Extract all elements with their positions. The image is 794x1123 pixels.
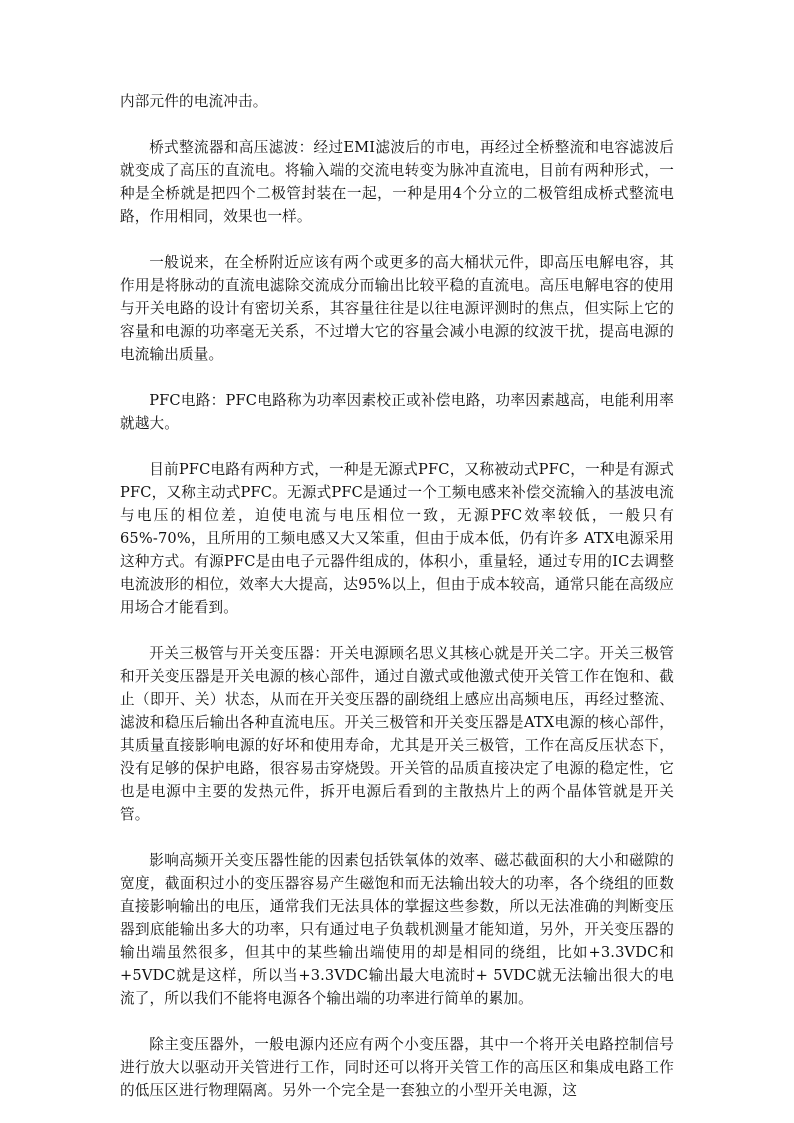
paragraph-pfc-types: 目前PFC电路有两种方式，一种是无源式PFC，又称被动式PFC，一种是有源式PFC，又称主动式PFC。无源式PFC是通过一个工频电感来补偿交流输入的基波电流与电压的相位差，迫使电流与电压相位一致，无源PFC效率较低，一般只有65%-70%，且所用的工频电感又大又笨重，但由于成本低，仍有许多 ATX电源采用这种方式。有源PFC是由电子元器件组成的，体积小，重量轻，通过专用的IC去调整电流波形的相位，效率大大提高，达95%以上，但由于成本较高，通常只能在高级应用场合才能看到。	[120, 461, 674, 616]
paragraph-transformer-performance: 影响高频开关变压器性能的因素包括铁氧体的效率、磁芯截面积的大小和磁隙的宽度，截面积过小的变压器容易产生磁饱和而无法输出较大的功率，各个绕组的匝数直接影响输出的电压，通常我们无法具体的掌握这些参数，所以无法准确的判断变压器到底能输出多大的功率，只有通过电子负载机测量才能知道，另外，开关变压器的输出端虽然很多，但其中的某些输出端使用的却是相同的绕组，比如+3.3VDC和+5VDC就是这样，所以当+3.3VDC输出最大电流时+ 5VDC就无法输出很大的电流了，所以我们不能将电源各个输出端的功率进行简单的累加。	[120, 852, 674, 1007]
document-body	[120, 90, 674, 1102]
paragraph-electrolytic-capacitor: 一般说来，在全桥附近应该有两个或更多的高大桶状元件，即高压电解电容，其作用是将脉动的直流电滤除交流成分而输出比较平稳的直流电。高压电解电容的使用与开关电路的设计有密切关系，其容量往往是以往电源评测时的焦点，但实际上它的容量和电源的功率毫无关系，不过增大它的容量会减小电源的纹波干扰，提高电源的电流输出质量。	[120, 254, 674, 363]
paragraph-continuation: 内部元件的电流冲击。	[120, 93, 268, 110]
paragraph-switching-transistor: 开关三极管与开关变压器：开关电源顾名思义其核心就是开关二字。开关三极管和开关变压器是开关电源的核心部件，通过自激式或他激式使开关管工作在饱和、截止（即开、关）状态，从而在开关变压器的副绕组上感应出高频电压，再经过整流、滤波和稳压后输出各种直流电压。开关三极管和开关变压器是ATX电源的核心部件，其质量直接影响电源的好坏和使用寿命，尤其是开关三极管，工作在高反压状态下，没有足够的保护电路，很容易击穿烧毁。开关管的品质直接决定了电源的稳定性，它也是电源中主要的发热元件，拆开电源后看到的主散热片上的两个晶体管就是开关管。	[120, 645, 674, 823]
paragraph-small-transformers: 除主变压器外，一般电源内还应有两个小变压器，其中一个将开关电路控制信号进行放大以驱动开关管进行工作，同时还可以将开关管工作的高压区和集成电路工作的低压区进行物理隔离。另外一个完全是一套独立的小型开关电源，这	[120, 1036, 674, 1099]
paragraph-pfc-intro: PFC电路：PFC电路称为功率因素校正或补偿电路，功率因素越高，电能利用率就越大。	[120, 392, 674, 432]
paragraph-bridge-rectifier: 桥式整流器和高压滤波：经过EMI滤波后的市电，再经过全桥整流和电容滤波后就变成了高压的直流电。将输入端的交流电转变为脉冲直流电，目前有两种形式，一种是全桥就是把四个二极管封装在一起，一种是用4个分立的二极管组成桥式整流电路，作用相同，效果也一样。	[120, 139, 674, 225]
